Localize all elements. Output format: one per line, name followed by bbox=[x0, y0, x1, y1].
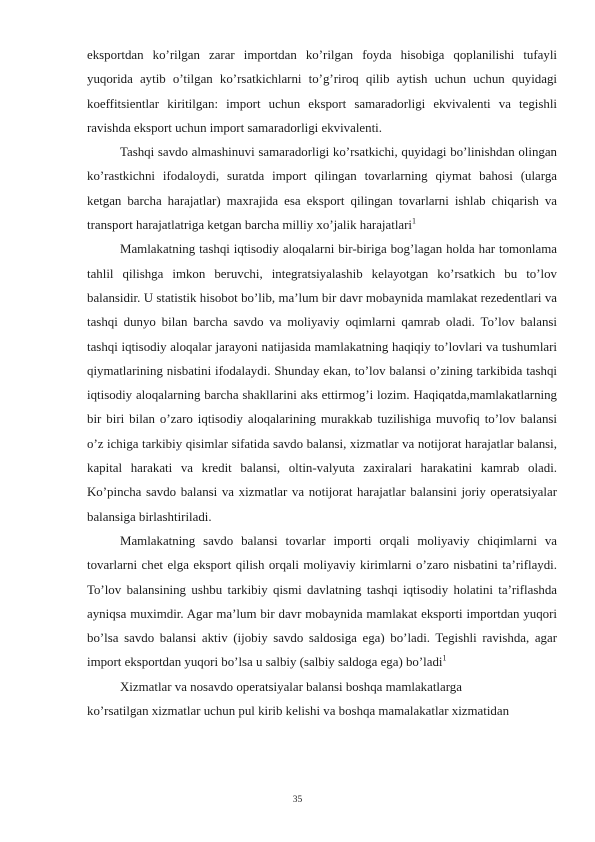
paragraph-services-balance: Xizmatlar va nosavdo operatsiyalar balansi boshqa mamlakatlarga bbox=[120, 679, 462, 694]
page-number: 35 bbox=[292, 795, 303, 805]
paragraph-continuation: eksportdan ko’rilgan zarar importdan ko’rilgan foyda hisobiga qoplanilishi tufayli yuqorida aytib o’tilgan ko’rsatkichlarni to’g’riroq qilib aytish uchun uchun quyidagi koeffitsientlar kiritilgan: import uchun eksport samaradorligi ekvivalenti va tegishli ravishda eksport uchun import samaradorligi ekvivalenti. bbox=[87, 48, 557, 135]
paragraph-trade-balance: Mamlakatning savdo balansi tovarlar importi orqali moliyaviy chiqimlarni va tovarlarni chet elga eksport qilish orqali moliyaviy kirimlarni o’zaro nisbatini ta’riflaydi. To’lov balansining ushbu tarkibiy qismi davlatning tashqi iqtisodiy holatini ta’riflashda ayniqsa muximdir. Agar ma’lum bir davr mobaynida mamlakat eksporti importdan yuqori bo’lsa savdo balansi aktiv (ijobiy savdo saldosiga ega) bo’ladi. Tegishli ravishda, agar import eksportdan yuqori bo’lsa u salbiy (salbiy saldoga ega) bo’ladi$^1$ bbox=[87, 533, 557, 670]
footnote-marker: 1 bbox=[442, 654, 447, 664]
paragraph-trade-efficiency: Tashqi savdo almashinuvi samaradorligi ko’rsatkichi, quyidagi bo’linishdan olingan ko’rastkichni ifodaloydi, suratda import qilingan tovarlarning qiymat bahosi (ularga ketgan barcha harajatlar) maxrajida esa eksport qilingan tovarlarni ishlab chiqarish va transport harajatlatriga ketgan barcha milliy xo’jalik harajatlari$^1$ bbox=[87, 145, 557, 233]
page-body bbox=[87, 43, 557, 723]
paragraph-services-balance-continued: ko’rsatilgan xizmatlar uchun pul kirib kelishi va boshqa mamalakatlar xizmatidan bbox=[87, 704, 510, 719]
paragraph-balance-of-payments: Mamlakatning tashqi iqtisodiy aloqalarni bir-biriga bog’lagan holda har tomonlama tahlil qilishga imkon beruvchi, integratsiyalashib kelayotgan ko’rsatkich bu to’lov balansidir. U statistik hisobot bo’lib, ma’lum bir davr mobaynida mamlakat rezedentlari va tashqi dunyo bilan barcha savdo va moliyaviy oqimlarni qamrab oladi. To’lov balansi tashqi iqtisodiy aloqalar jarayoni natijasida mamlakatning haqiqiy to’lovlari va tushumlari qiymatlarining nisbatini ifodalaydi. Shunday ekan, to’lov balansi o’zining tarkibida tashqi iqtisodiy aloqalarning barcha shakllarini aks ettirmog’i lozim. Haqiqatda,mamlakatlarning bir biri bilan o’zaro iqtisodiy aloqalarining murakkab tuzilishiga muvofiq to’lov balansi o’z ichiga tarkibiy qisimlar sifatida savdo balansi, xizmatlar va notijorat harajatlar balansi, kapital harakati va kredit balansi, oltin-valyuta zaxiralari harakatini kamrab oladi. Ko’pincha savdo balansi va xizmatlar va notijorat harajatlar balansini joriy operatsiyalar balansiga birlashtiriladi. bbox=[87, 242, 557, 524]
footnote-marker: 1 bbox=[412, 216, 416, 226]
